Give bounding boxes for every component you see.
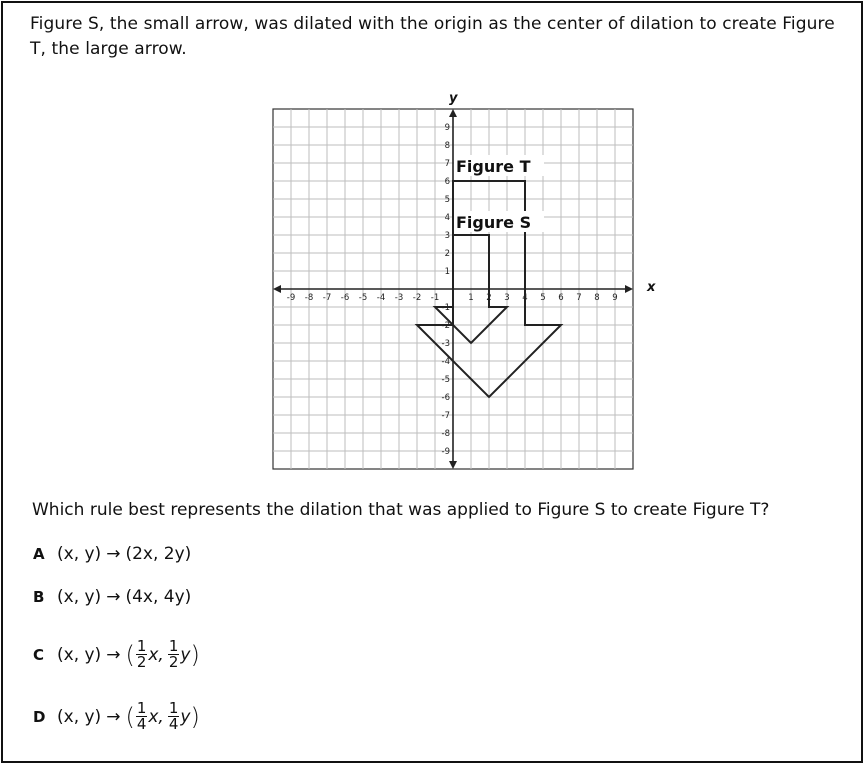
rule-output: (4x, 4y) <box>125 587 192 607</box>
maps-to-arrow: → <box>106 706 121 727</box>
choice-letter: A <box>33 545 45 563</box>
open-paren: ( <box>125 702 135 731</box>
figure-s-label: Figure S <box>456 213 532 232</box>
x-tick-label: -6 <box>340 293 350 303</box>
y-axis-label: y <box>449 91 458 106</box>
fraction <box>168 639 180 670</box>
fraction-numerator: 1 <box>168 699 179 717</box>
fraction-numerator: 1 <box>136 699 147 717</box>
x-axis-label: x <box>647 280 656 295</box>
figure-t-label-group <box>454 155 544 176</box>
choice-a[interactable] <box>33 544 191 564</box>
y-tick-label: -9 <box>441 447 450 457</box>
close-paren: ) <box>190 702 200 731</box>
choice-rule <box>57 639 200 670</box>
maps-to-arrow: → <box>106 587 121 607</box>
question-text: Which rule best represents the dilation that was applied to Figure S to create Figure T? <box>32 500 770 520</box>
choice-d[interactable] <box>33 701 200 732</box>
x-tick-label: 2 <box>486 293 492 303</box>
x-tick-label: 8 <box>594 293 600 303</box>
y-tick-label: 5 <box>444 195 450 205</box>
y-tick-label: 1 <box>444 267 450 277</box>
rule-input: (x, y) <box>57 706 102 727</box>
fraction-numerator: 1 <box>136 637 147 655</box>
open-paren: ( <box>125 640 135 669</box>
choice-rule <box>57 544 191 564</box>
choice-b[interactable] <box>33 587 191 607</box>
x-tick-label: 6 <box>558 293 564 303</box>
x-tick-label: 1 <box>468 293 474 303</box>
y-tick-label: -5 <box>441 375 450 385</box>
choice-letter: D <box>33 707 46 726</box>
x-tick-label: -9 <box>286 293 296 303</box>
figure-s-label-group <box>454 211 544 232</box>
choice-rule <box>57 701 200 732</box>
figure-t-label: Figure T <box>456 157 531 176</box>
y-tick-label: -6 <box>441 393 450 403</box>
problem-prompt: Figure S, the small arrow, was dilated with the origin as the center of dilation to create Figure T, the large arrow. <box>30 14 835 59</box>
x-tick-label: -3 <box>394 293 404 303</box>
y-tick-label: 4 <box>444 213 450 223</box>
fraction-denominator: 4 <box>168 715 179 733</box>
question-card <box>1 1 863 763</box>
x-tick-label: -2 <box>412 293 422 303</box>
y-tick-label: 7 <box>444 159 450 169</box>
y-tick-label: -2 <box>441 321 450 331</box>
x-tick-label: 7 <box>576 293 582 303</box>
y-tick-label: -1 <box>441 303 450 313</box>
maps-to-arrow: → <box>106 544 121 564</box>
y-tick-label: -8 <box>441 429 450 439</box>
coordinate-plane <box>263 83 663 483</box>
fraction <box>136 639 148 670</box>
x-tick-label: -1 <box>430 293 440 303</box>
fraction <box>168 701 180 732</box>
choice-letter: C <box>33 645 45 664</box>
y-tick-label: 9 <box>444 123 450 133</box>
x-tick-label: 3 <box>504 293 510 303</box>
y-tick-label: 6 <box>444 177 450 187</box>
fraction-denominator: 4 <box>136 715 147 733</box>
fraction-denominator: 2 <box>136 653 147 671</box>
x-tick-label: -4 <box>376 293 386 303</box>
y-tick-label: -3 <box>441 339 450 349</box>
y-tick-label: 3 <box>444 231 450 241</box>
rule-output: (2x, 2y) <box>125 544 192 564</box>
x-tick-label: 9 <box>612 293 618 303</box>
y-tick-label: 2 <box>444 249 450 259</box>
y-tick-label: -7 <box>441 411 450 421</box>
rule-variable: x, <box>148 706 164 727</box>
choice-rule <box>57 587 191 607</box>
y-tick-label: 8 <box>444 141 450 151</box>
choice-c[interactable] <box>33 639 200 670</box>
rule-variable: x, <box>148 644 164 665</box>
close-paren: ) <box>190 640 200 669</box>
fraction <box>136 701 148 732</box>
x-tick-label: -8 <box>304 293 314 303</box>
fraction-denominator: 2 <box>168 653 179 671</box>
rule-input: (x, y) <box>57 644 102 665</box>
x-tick-label: -7 <box>322 293 332 303</box>
x-tick-label: 5 <box>540 293 546 303</box>
x-tick-label: -5 <box>358 293 368 303</box>
rule-input: (x, y) <box>57 544 102 564</box>
coordinate-graph <box>263 83 663 483</box>
rule-variable: y <box>180 644 191 665</box>
maps-to-arrow: → <box>106 644 121 665</box>
fraction-numerator: 1 <box>168 637 179 655</box>
choice-letter: B <box>33 588 45 606</box>
rule-variable: y <box>180 706 191 727</box>
y-tick-label: -4 <box>441 357 450 367</box>
x-tick-label: 4 <box>522 293 528 303</box>
rule-input: (x, y) <box>57 587 102 607</box>
